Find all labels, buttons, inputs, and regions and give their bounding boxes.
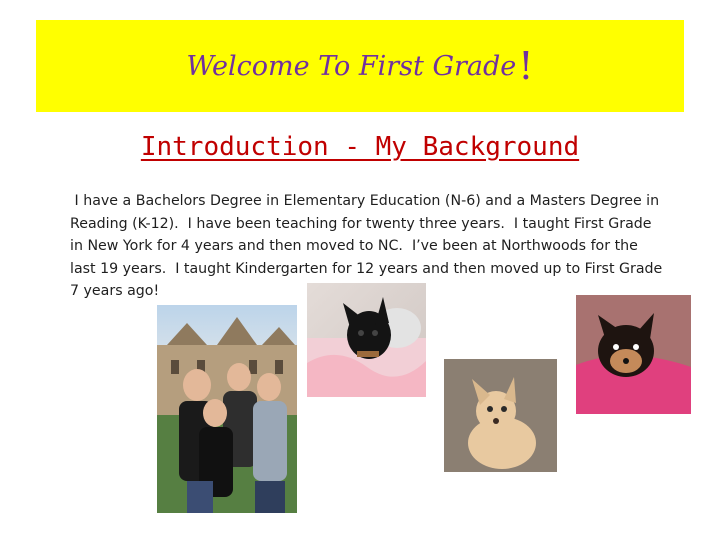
family-photo <box>157 305 297 513</box>
title-banner <box>36 20 684 112</box>
black-dog-photo <box>307 283 426 397</box>
section-heading: Introduction - My Background <box>140 132 580 162</box>
slide-title-text: Welcome To First Grade <box>186 50 517 82</box>
tan-dog-photo <box>444 359 557 472</box>
paragraph-line: I have a Bachelors Degree in Elementary Education (N-6) and a Masters Degree in <box>70 193 660 209</box>
slide-title <box>36 20 684 112</box>
paragraph-line: in New York for 4 years and then moved to NC. I’ve been at Northwoods for the <box>70 238 638 254</box>
paragraph-line: Reading (K-12). I have been teaching for twenty three years. I taught First Grade <box>70 215 652 232</box>
dog-in-pink-blanket-photo <box>576 295 691 414</box>
slide-title-exclamation: ! <box>518 44 534 88</box>
paragraph-line: 7 years ago! <box>70 283 160 299</box>
paragraph-line: last 19 years. I taught Kindergarten for 12 years and then moved up to First Grade <box>70 260 663 277</box>
